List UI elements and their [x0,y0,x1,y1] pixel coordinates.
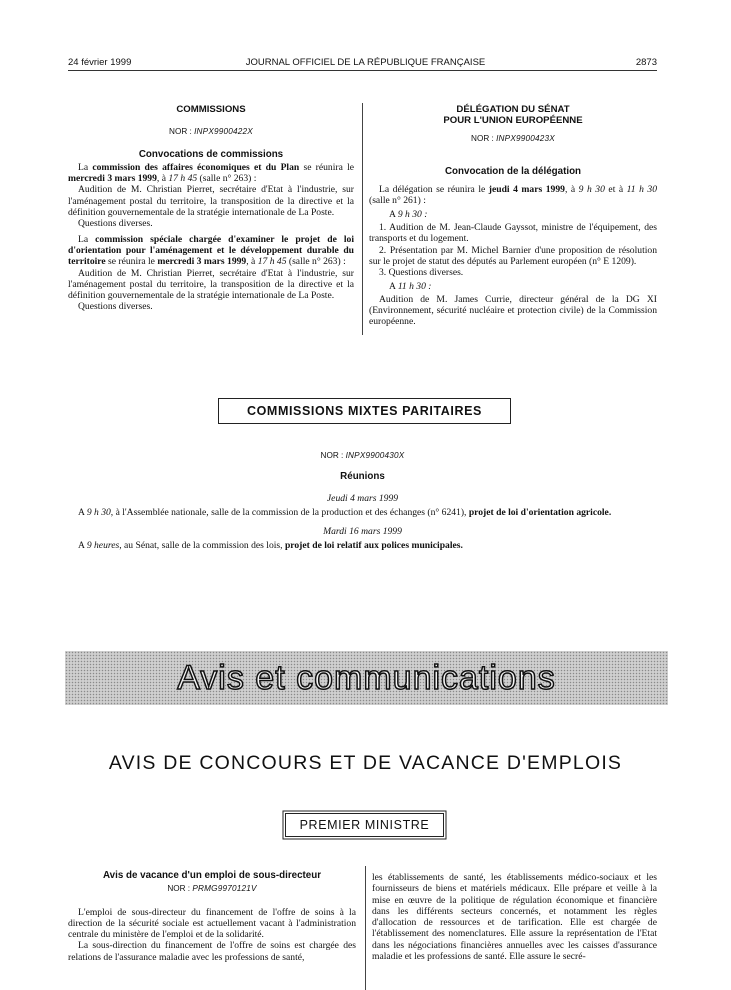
commissions-section [68,104,354,313]
vacancy-right-column [372,872,657,962]
delegation-heading-line-2: POUR L'UNION EUROPÉENNE [443,115,583,127]
avis-banner-title: Avis et communications [177,659,556,697]
ministry-box: PREMIER MINISTRE [285,813,444,837]
vacancy-paragraph-1: L'emploi de sous-directeur du financement de l'offre de soins à la direction de la sécurité sociale est actuellement vacant à l'administration centrale du ministère de l'emploi et de la solidarité. [68,906,356,941]
cmp-box-title: COMMISSIONS MIXTES PARITAIRES [218,398,511,424]
delegation-nor: NOR : INPX9900423X [471,133,555,143]
commissions-subheading: Convocations de commissions [138,148,284,160]
commissions-paragraph-6: Questions diverses. [78,301,153,313]
delegation-paragraph-1: La délégation se réunira le jeudi 4 mars 1999, à 9 h 30 et à 11 h 30 (salle n° 261) : [369,184,657,207]
delegation-time-1: A 9 h 30 : [389,208,428,220]
delegation-time-2: A 11 h 30 : [389,280,432,292]
bottom-column-divider [365,866,366,990]
commissions-paragraph-5: Audition de M. Christian Pierret, secrétaire d'Etat à l'industrie, sur l'aménagement postal du territoire, la transposition de la directive et la définition gouvernementale de la stratégie internationale de La Poste. [68,267,354,302]
delegation-heading-line-1: DÉLÉGATION DU SÉNAT [456,104,570,115]
delegation-item-3: 3. Questions diverses. [379,267,464,279]
commissions-paragraph-1: La commission des affaires économiques et du Plan se réunira le mercredi 3 mars 1999, à 17 h 45 (salle n° 263) : [68,161,354,185]
delegation-item-2: 2. Présentation par M. Michel Barnier d'une proposition de résolution sur le projet de statut des députés au Parlement européen (n° E 1209). [369,244,657,267]
delegation-item-1: 1. Audition de M. Jean-Claude Gayssot, ministre de l'équipement, des transports et du logement. [369,222,657,245]
commissions-heading: COMMISSIONS [176,104,246,115]
delegation-section [369,104,657,328]
vacancy-left-column [68,870,356,963]
vacancy-paragraph-3: les établissements de santé, les établissements médico-sociaux et les fournisseurs de biens et matériels médicaux. Elle prépare et veille à la mise en œuvre de la politique de régulation économique et financière dans les différents secteurs concernés, et notamment les règles d'allocation de ressources et de tarification. Elle est chargée de l'établissement des nomenclatures. Elle assure la représentation de l'Etat dans les négociations financières annuelles avec les caisses d'assurance maladie et les professions de santé. Elle assure le secré- [372,872,657,963]
cmp-reunion-2: A 9 heures, au Sénat, salle de la commission des lois, projet de loi relatif aux polices municipales. [78,540,463,552]
header-page-number: 2873 [635,57,657,68]
header-rule [68,70,657,71]
commissions-paragraph-2: Audition de M. Christian Pierret, secrétaire d'Etat à l'industrie, sur l'aménagement postal du territoire, la transposition de la directive et la définition gouvernementale de la stratégie internationale de La Poste. [68,184,354,219]
vacancy-heading: Avis de vacance d'un emploi de sous-directeur [102,870,322,881]
commissions-paragraph-3: Questions diverses. [78,218,153,230]
cmp-nor: NOR : INPX9900430X [320,451,405,460]
cmp-date-1: Jeudi 4 mars 1999 [326,492,399,504]
delegation-item-4: Audition de M. James Currie, directeur général de la DG XI (Environnement, sécurité nucléaire et protection civile) de la Commission européenne. [369,293,657,328]
cmp-date-2: Mardi 16 mars 1999 [323,526,402,538]
cmp-section [68,450,657,552]
vacancy-paragraph-2: La sous-direction du financement de l'offre de soins est chargée des relations de l'assurance maladie avec les professions de santé, [68,940,356,963]
vacancy-nor: NOR : PRMG9970121V [167,884,257,894]
commissions-paragraph-4: La commission spéciale chargée d'examiner le projet de loi d'orientation pour l'aménagement et le développement durable du territoire se réunira le mercredi 3 mars 1999, à 17 h 45 (salle n° 263) : [68,233,354,268]
commissions-nor: NOR : INPX9900422X [169,127,253,137]
header-date: 24 février 1999 [68,57,132,68]
delegation-subheading: Convocation de la délégation [444,165,582,177]
avis-section-title: AVIS DE CONCOURS ET DE VACANCE D'EMPLOIS [108,752,623,774]
cmp-subheading: Réunions [340,471,385,483]
cmp-reunion-1: A 9 h 30, à l'Assemblée nationale, salle de la commission de la production et des échanges (n° 6241), projet de loi d'orientation agricole. [78,506,612,518]
header-journal-title: JOURNAL OFFICIEL DE LA RÉPUBLIQUE FRANÇAISE [245,57,486,68]
column-divider [362,103,363,335]
